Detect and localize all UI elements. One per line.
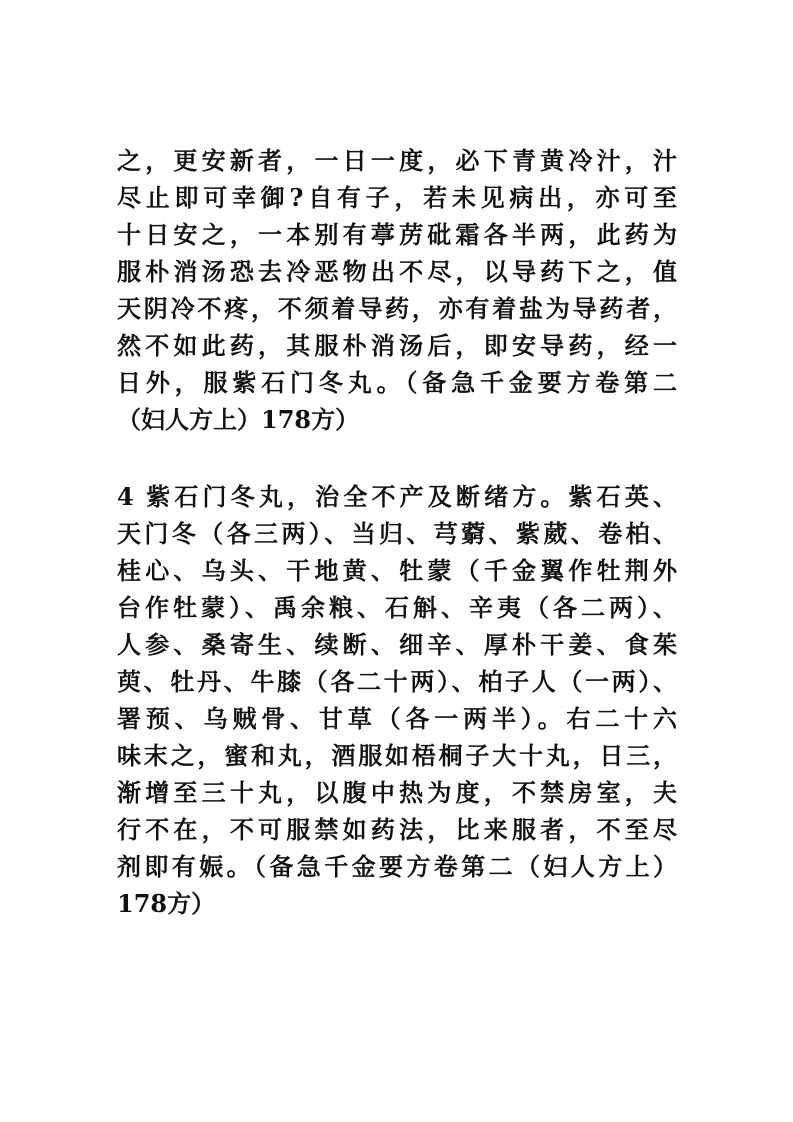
text-line: 萸、牡丹、牛膝（各二十两）、柏子人（一两）、 [117, 667, 677, 696]
text-line: 台作牡蒙）、禹余粮、石斛、辛夷（各二两）、 [117, 593, 677, 622]
text-line: 人参、桑寄生、续断、细辛、厚朴干姜、食茱 [117, 630, 677, 659]
text-line: 然不如此药，其服朴消汤后，即安导药，经一 [117, 331, 677, 360]
text-line: 行不在，不可服禁如药法，比来服者，不至尽 [117, 815, 677, 844]
text-line: 渐增至三十丸，以腹中热为度，不禁房室，夫 [117, 778, 677, 807]
text-line: （妇人方上）178方） [117, 405, 360, 434]
text-line: 剂即有娠。（备急千金要方卷第二（妇人方上） [117, 852, 677, 881]
text-line: 桂心、乌头、干地黄、牡蒙（千金翼作牡荆外 [117, 556, 677, 585]
text-line: 178方） [117, 889, 216, 918]
text-line: 十日安之，一本别有葶苈砒霜各半两，此药为 [117, 220, 677, 249]
text-line: 天门冬（各三两）、当归、芎藭、紫葳、卷柏、 [117, 519, 677, 548]
text-line: 之，更安新者，一日一度，必下青黄冷汁，汁 [117, 146, 677, 175]
text-line: 署预、乌贼骨、甘草（各一两半）。右二十六 [117, 704, 677, 733]
paragraph-2 [117, 478, 677, 922]
text-line: 味末之，蜜和丸，酒服如梧桐子大十丸，日三， [117, 741, 677, 770]
text-line: 天阴冷不疼，不须着导药，亦有着盐为导药者， [117, 294, 677, 323]
text-line: 服朴消汤恐去冷恶物出不尽，以导药下之，值 [117, 257, 677, 286]
text-line: 4 紫石门冬丸，治全不产及断绪方。紫石英、 [117, 482, 677, 511]
paragraph-1 [117, 142, 677, 438]
text-line: 日外，服紫石门冬丸。（备急千金要方卷第二 [117, 368, 677, 397]
text-line: 尽止即可幸御?自有子，若未见病出，亦可至 [117, 183, 677, 212]
